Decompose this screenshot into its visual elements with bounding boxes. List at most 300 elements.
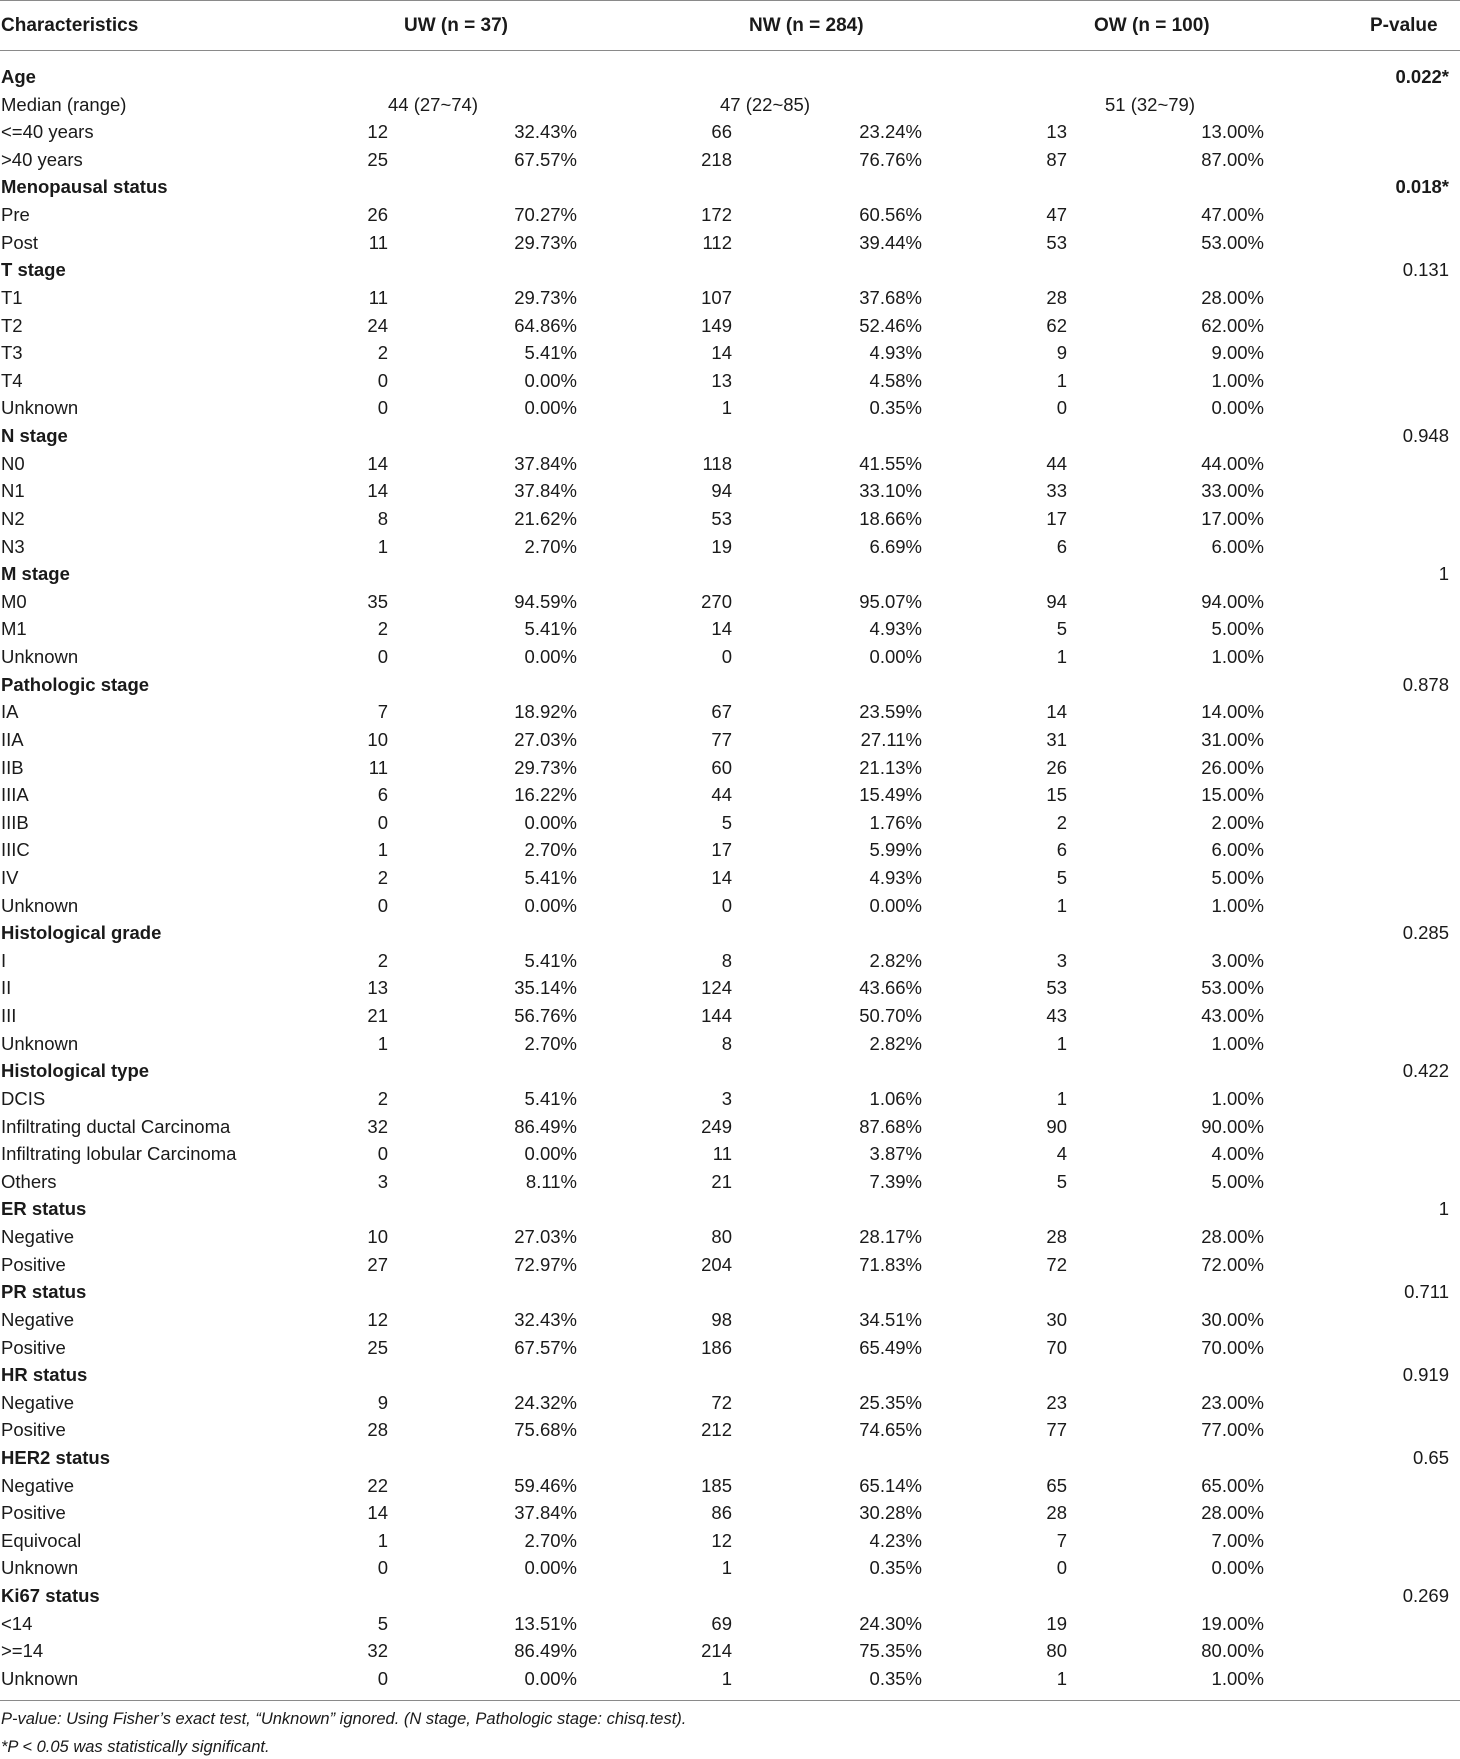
ow-median-cell: 51 (32~79) <box>1105 93 1195 115</box>
ow-percent-cell: 5.00% <box>1211 618 1264 640</box>
ow-percent-cell: 87.00% <box>1201 148 1264 170</box>
table-row <box>0 1527 1460 1555</box>
table-row <box>0 146 1460 174</box>
ow-count-cell: 0 <box>1056 1557 1067 1579</box>
table-row <box>0 1306 1460 1334</box>
nw-count-cell: 14 <box>711 866 732 888</box>
table-row <box>0 1389 1460 1417</box>
uw-count-cell: 25 <box>367 148 388 170</box>
table-group-row <box>0 1361 1460 1389</box>
ow-percent-cell: 2.00% <box>1211 811 1264 833</box>
footnote-pvalue-method: P-value: Using Fisher’s exact test, “Unknown” ignored. (N stage, Pathologic stage: chisq.test). <box>1 1709 687 1728</box>
row-label: Equivocal <box>1 1529 82 1551</box>
row-label: IIA <box>1 728 24 750</box>
uw-percent-cell: 0.00% <box>524 397 577 419</box>
nw-percent-cell: 23.59% <box>859 701 922 723</box>
ow-count-cell: 33 <box>1046 480 1067 502</box>
p-value-cell: 0.269 <box>1402 1585 1449 1607</box>
row-label: Unknown <box>1 894 79 916</box>
table-row <box>0 781 1460 809</box>
ow-percent-cell: 28.00% <box>1201 1502 1264 1524</box>
row-label: Positive <box>1 1336 66 1358</box>
ow-count-cell: 47 <box>1046 204 1067 226</box>
ow-percent-cell: 1.00% <box>1211 369 1264 391</box>
nw-percent-cell: 4.93% <box>869 618 922 640</box>
row-label: Others <box>1 1170 57 1192</box>
nw-percent-cell: 3.87% <box>869 1143 922 1165</box>
uw-percent-cell: 5.41% <box>524 866 577 888</box>
uw-percent-cell: 0.00% <box>524 1143 577 1165</box>
group-label: ER status <box>1 1198 87 1220</box>
ow-count-cell: 19 <box>1046 1612 1067 1634</box>
ow-count-cell: 13 <box>1046 121 1067 143</box>
table-row <box>0 615 1460 643</box>
ow-count-cell: 2 <box>1056 811 1067 833</box>
nw-percent-cell: 65.14% <box>859 1474 922 1496</box>
nw-count-cell: 124 <box>701 977 732 999</box>
table-row <box>0 1251 1460 1279</box>
ow-count-cell: 53 <box>1046 231 1067 253</box>
group-label: Age <box>1 66 36 87</box>
ow-percent-cell: 3.00% <box>1211 949 1264 971</box>
ow-percent-cell: 77.00% <box>1201 1419 1264 1441</box>
ow-percent-cell: 47.00% <box>1201 204 1264 226</box>
nw-percent-cell: 30.28% <box>859 1502 922 1524</box>
nw-percent-cell: 18.66% <box>859 507 922 529</box>
ow-count-cell: 5 <box>1056 1170 1067 1192</box>
uw-count-cell: 8 <box>377 507 388 529</box>
nw-count-cell: 13 <box>711 369 732 391</box>
table-row <box>0 1140 1460 1168</box>
ow-count-cell: 53 <box>1046 977 1067 999</box>
uw-count-cell: 0 <box>377 1143 388 1165</box>
ow-count-cell: 1 <box>1056 1667 1067 1689</box>
ow-percent-cell: 44.00% <box>1201 452 1264 474</box>
nw-count-cell: 14 <box>711 342 732 364</box>
uw-count-cell: 32 <box>367 1115 388 1137</box>
p-value-cell: 0.131 <box>1402 259 1449 281</box>
ow-count-cell: 26 <box>1046 756 1067 778</box>
uw-count-cell: 11 <box>368 286 388 308</box>
table-row <box>0 836 1460 864</box>
uw-count-cell: 24 <box>367 314 388 336</box>
nw-percent-cell: 39.44% <box>859 231 922 253</box>
ow-percent-cell: 53.00% <box>1201 977 1264 999</box>
footnote-significance: *P < 0.05 was statistically significant. <box>1 1737 270 1756</box>
nw-percent-cell: 21.13% <box>859 756 922 778</box>
ow-count-cell: 3 <box>1056 949 1067 971</box>
group-label: Histological grade <box>1 922 162 944</box>
nw-count-cell: 8 <box>721 1032 732 1054</box>
uw-percent-cell: 13.51% <box>514 1612 577 1634</box>
ow-percent-cell: 19.00% <box>1201 1612 1264 1634</box>
group-label: T stage <box>1 259 66 281</box>
uw-percent-cell: 67.57% <box>514 148 577 170</box>
ow-count-cell: 28 <box>1046 286 1067 308</box>
row-label: N2 <box>1 507 25 529</box>
uw-count-cell: 0 <box>377 1667 388 1689</box>
row-label: T3 <box>1 342 23 364</box>
table-row <box>0 284 1460 312</box>
nw-percent-cell: 2.82% <box>869 1032 922 1054</box>
p-value-cell: 0.919 <box>1402 1364 1449 1386</box>
nw-percent-cell: 1.76% <box>869 811 922 833</box>
nw-percent-cell: 41.55% <box>859 452 922 474</box>
row-label: T4 <box>1 369 23 391</box>
ow-percent-cell: 17.00% <box>1201 507 1264 529</box>
nw-count-cell: 19 <box>711 535 732 557</box>
row-label: Pre <box>1 204 30 226</box>
nw-count-cell: 80 <box>711 1226 732 1248</box>
ow-percent-cell: 80.00% <box>1201 1640 1264 1662</box>
nw-count-cell: 212 <box>701 1419 732 1441</box>
group-label: Ki67 status <box>1 1585 100 1607</box>
group-label: Menopausal status <box>1 176 168 198</box>
table-row <box>0 809 1460 837</box>
uw-percent-cell: 35.14% <box>514 977 577 999</box>
table-row <box>0 505 1460 533</box>
uw-percent-cell: 21.62% <box>514 507 577 529</box>
nw-percent-cell: 65.49% <box>859 1336 922 1358</box>
nw-median-cell: 47 (22~85) <box>720 93 810 115</box>
ow-count-cell: 23 <box>1046 1391 1067 1413</box>
uw-percent-cell: 29.73% <box>514 231 577 253</box>
nw-percent-cell: 71.83% <box>859 1253 922 1275</box>
ow-percent-cell: 1.00% <box>1211 1087 1264 1109</box>
p-value-cell: 0.65 <box>1412 1447 1449 1468</box>
nw-percent-cell: 4.93% <box>869 866 922 888</box>
uw-count-cell: 0 <box>377 811 388 833</box>
table-row <box>0 864 1460 892</box>
uw-percent-cell: 0.00% <box>524 894 577 916</box>
row-label: M0 <box>1 590 27 612</box>
row-label: IIIB <box>1 811 29 833</box>
nw-percent-cell: 33.10% <box>859 480 922 502</box>
nw-percent-cell: 0.35% <box>869 1557 922 1579</box>
ow-count-cell: 30 <box>1046 1308 1067 1330</box>
nw-count-cell: 1 <box>721 397 732 419</box>
row-label: Unknown <box>1 1032 79 1054</box>
nw-count-cell: 53 <box>711 507 732 529</box>
nw-percent-cell: 75.35% <box>859 1640 922 1662</box>
nw-count-cell: 185 <box>701 1474 732 1496</box>
row-label: <14 <box>1 1612 33 1634</box>
table-bottom-rule <box>0 1700 1460 1701</box>
ow-percent-cell: 1.00% <box>1211 1667 1264 1689</box>
nw-count-cell: 12 <box>711 1529 732 1551</box>
table-group-row <box>0 422 1460 450</box>
header-pvalue: P-value <box>1370 15 1438 36</box>
ow-percent-cell: 28.00% <box>1201 1226 1264 1248</box>
row-label: <=40 years <box>1 121 94 143</box>
ow-count-cell: 94 <box>1046 590 1067 612</box>
row-label: Unknown <box>1 397 79 419</box>
uw-percent-cell: 5.41% <box>524 949 577 971</box>
uw-count-cell: 5 <box>377 1612 388 1634</box>
uw-percent-cell: 75.68% <box>514 1419 577 1441</box>
nw-percent-cell: 28.17% <box>859 1226 922 1248</box>
nw-percent-cell: 0.00% <box>869 646 922 668</box>
ow-count-cell: 6 <box>1056 535 1067 557</box>
row-label: Infiltrating ductal Carcinoma <box>1 1115 231 1137</box>
uw-count-cell: 32 <box>367 1640 388 1662</box>
table-row <box>0 118 1460 146</box>
ow-percent-cell: 14.00% <box>1201 701 1264 723</box>
header-uw: UW (n = 37) <box>404 15 508 36</box>
row-label: T2 <box>1 314 23 336</box>
uw-percent-cell: 32.43% <box>514 1308 577 1330</box>
table-row <box>0 1665 1460 1693</box>
table-row <box>0 698 1460 726</box>
uw-count-cell: 26 <box>367 204 388 226</box>
row-label: Positive <box>1 1419 66 1441</box>
header-characteristics: Characteristics <box>1 15 139 36</box>
ow-percent-cell: 72.00% <box>1201 1253 1264 1275</box>
ow-percent-cell: 43.00% <box>1201 1005 1264 1027</box>
uw-percent-cell: 86.49% <box>514 1640 577 1662</box>
ow-count-cell: 72 <box>1046 1253 1067 1275</box>
nw-percent-cell: 60.56% <box>859 204 922 226</box>
nw-count-cell: 44 <box>711 784 732 806</box>
nw-percent-cell: 4.93% <box>869 342 922 364</box>
nw-count-cell: 214 <box>701 1640 732 1662</box>
group-label: Histological type <box>1 1060 150 1082</box>
ow-percent-cell: 7.00% <box>1211 1529 1264 1551</box>
table-row <box>0 1113 1460 1141</box>
table-row <box>0 1472 1460 1500</box>
uw-percent-cell: 56.76% <box>514 1005 577 1027</box>
ow-count-cell: 6 <box>1056 839 1067 861</box>
table-group-row <box>0 919 1460 947</box>
nw-count-cell: 249 <box>701 1115 732 1137</box>
nw-percent-cell: 2.82% <box>869 949 922 971</box>
table-group-row <box>0 1582 1460 1610</box>
table-row <box>0 1085 1460 1113</box>
uw-percent-cell: 0.00% <box>524 1667 577 1689</box>
nw-percent-cell: 0.00% <box>869 894 922 916</box>
ow-percent-cell: 1.00% <box>1211 894 1264 916</box>
header-ow: OW (n = 100) <box>1094 15 1210 36</box>
ow-percent-cell: 33.00% <box>1201 480 1264 502</box>
nw-percent-cell: 34.51% <box>859 1308 922 1330</box>
nw-count-cell: 98 <box>711 1308 732 1330</box>
uw-percent-cell: 2.70% <box>524 839 577 861</box>
row-label: Negative <box>1 1474 75 1496</box>
table-row <box>0 947 1460 975</box>
ow-count-cell: 15 <box>1046 784 1067 806</box>
table-row <box>0 1223 1460 1251</box>
nw-count-cell: 77 <box>711 728 732 750</box>
nw-percent-cell: 1.06% <box>869 1087 922 1109</box>
uw-percent-cell: 27.03% <box>514 728 577 750</box>
uw-count-cell: 28 <box>367 1419 388 1441</box>
ow-percent-cell: 62.00% <box>1201 314 1264 336</box>
nw-percent-cell: 74.65% <box>859 1419 922 1441</box>
table-row <box>0 394 1460 422</box>
uw-count-cell: 1 <box>377 535 388 557</box>
nw-count-cell: 1 <box>721 1667 732 1689</box>
uw-percent-cell: 2.70% <box>524 1529 577 1551</box>
row-label: N1 <box>1 480 25 502</box>
uw-percent-cell: 2.70% <box>524 535 577 557</box>
row-label: N3 <box>1 535 25 557</box>
ow-count-cell: 5 <box>1056 618 1067 640</box>
uw-percent-cell: 29.73% <box>514 756 577 778</box>
nw-percent-cell: 52.46% <box>859 314 922 336</box>
uw-count-cell: 2 <box>377 1087 388 1109</box>
p-value-cell: 1 <box>1438 563 1449 585</box>
ow-count-cell: 43 <box>1046 1005 1067 1027</box>
ow-percent-cell: 70.00% <box>1201 1336 1264 1358</box>
ow-count-cell: 77 <box>1046 1419 1067 1441</box>
uw-percent-cell: 5.41% <box>524 1087 577 1109</box>
ow-count-cell: 90 <box>1046 1115 1067 1137</box>
nw-percent-cell: 24.30% <box>859 1612 922 1634</box>
table-group-row <box>0 1444 1460 1472</box>
ow-count-cell: 17 <box>1046 507 1067 529</box>
uw-count-cell: 22 <box>367 1474 388 1496</box>
uw-count-cell: 27 <box>367 1253 388 1275</box>
nw-percent-cell: 4.23% <box>869 1529 922 1551</box>
uw-count-cell: 0 <box>377 1557 388 1579</box>
nw-count-cell: 5 <box>721 811 732 833</box>
uw-count-cell: 2 <box>377 866 388 888</box>
table-row <box>0 339 1460 367</box>
table-group-row <box>0 560 1460 588</box>
ow-percent-cell: 1.00% <box>1211 646 1264 668</box>
table-row <box>0 1002 1460 1030</box>
ow-count-cell: 65 <box>1046 1474 1067 1496</box>
row-label: II <box>1 977 12 999</box>
nw-count-cell: 172 <box>701 204 732 226</box>
row-label: Post <box>1 231 39 253</box>
table-row <box>0 1030 1460 1058</box>
uw-count-cell: 2 <box>377 949 388 971</box>
row-label: IA <box>1 701 19 723</box>
group-label: PR status <box>1 1281 87 1303</box>
p-value-cell: 0.711 <box>1404 1281 1449 1303</box>
row-label: DCIS <box>1 1087 46 1109</box>
table-group-row <box>0 173 1460 201</box>
table-group-row <box>0 1057 1460 1085</box>
uw-percent-cell: 5.41% <box>524 618 577 640</box>
uw-count-cell: 0 <box>377 397 388 419</box>
uw-percent-cell: 29.73% <box>514 286 577 308</box>
uw-count-cell: 21 <box>367 1005 388 1027</box>
ow-percent-cell: 4.00% <box>1211 1143 1264 1165</box>
ow-percent-cell: 1.00% <box>1211 1032 1264 1054</box>
nw-percent-cell: 5.99% <box>869 839 922 861</box>
table-row <box>0 1168 1460 1196</box>
row-label: Median (range) <box>1 93 127 115</box>
ow-percent-cell: 28.00% <box>1201 286 1264 308</box>
p-value-cell: 0.422 <box>1402 1060 1449 1082</box>
nw-percent-cell: 6.69% <box>869 535 922 557</box>
uw-percent-cell: 8.11% <box>525 1170 577 1192</box>
nw-percent-cell: 25.35% <box>859 1391 922 1413</box>
table-row <box>0 533 1460 561</box>
row-label: Infiltrating lobular Carcinoma <box>1 1143 237 1165</box>
table-row <box>0 1334 1460 1362</box>
uw-count-cell: 25 <box>367 1336 388 1358</box>
ow-count-cell: 5 <box>1056 866 1067 888</box>
ow-percent-cell: 30.00% <box>1201 1308 1264 1330</box>
row-label: M1 <box>1 618 27 640</box>
nw-percent-cell: 50.70% <box>859 1005 922 1027</box>
p-value-cell: 0.878 <box>1402 673 1449 695</box>
row-label: Unknown <box>1 1667 79 1689</box>
nw-count-cell: 11 <box>712 1143 732 1165</box>
nw-count-cell: 60 <box>711 756 732 778</box>
uw-count-cell: 14 <box>367 452 388 474</box>
nw-count-cell: 21 <box>711 1170 732 1192</box>
ow-percent-cell: 13.00% <box>1201 121 1264 143</box>
nw-percent-cell: 37.68% <box>859 286 922 308</box>
nw-percent-cell: 0.35% <box>869 397 922 419</box>
nw-count-cell: 69 <box>711 1612 732 1634</box>
uw-count-cell: 13 <box>367 977 388 999</box>
uw-count-cell: 0 <box>377 894 388 916</box>
ow-count-cell: 1 <box>1056 1087 1067 1109</box>
ow-count-cell: 28 <box>1046 1226 1067 1248</box>
nw-count-cell: 72 <box>711 1391 732 1413</box>
nw-count-cell: 0 <box>721 646 732 668</box>
uw-count-cell: 3 <box>377 1170 388 1192</box>
row-label: IIIA <box>1 784 29 806</box>
group-label: HER2 status <box>1 1447 110 1468</box>
nw-percent-cell: 4.58% <box>869 369 922 391</box>
uw-percent-cell: 37.84% <box>514 452 577 474</box>
nw-count-cell: 0 <box>721 894 732 916</box>
uw-count-cell: 7 <box>377 701 388 723</box>
table-row <box>0 1637 1460 1665</box>
ow-percent-cell: 0.00% <box>1211 397 1264 419</box>
uw-percent-cell: 37.84% <box>514 1502 577 1524</box>
ow-count-cell: 1 <box>1056 1032 1067 1054</box>
nw-percent-cell: 87.68% <box>859 1115 922 1137</box>
uw-percent-cell: 0.00% <box>524 1557 577 1579</box>
uw-count-cell: 1 <box>377 839 388 861</box>
table-row <box>0 1416 1460 1444</box>
table-group-row <box>0 671 1460 699</box>
table-row <box>0 1610 1460 1638</box>
ow-count-cell: 31 <box>1046 728 1067 750</box>
nw-count-cell: 204 <box>701 1253 732 1275</box>
uw-percent-cell: 27.03% <box>514 1226 577 1248</box>
ow-percent-cell: 53.00% <box>1201 231 1264 253</box>
ow-count-cell: 87 <box>1046 148 1067 170</box>
table-group-row <box>0 1278 1460 1306</box>
ow-count-cell: 7 <box>1056 1529 1067 1551</box>
nw-count-cell: 94 <box>711 480 732 502</box>
row-label: IIIC <box>1 839 30 861</box>
table-row <box>0 754 1460 782</box>
uw-count-cell: 11 <box>368 756 388 778</box>
uw-percent-cell: 67.57% <box>514 1336 577 1358</box>
uw-count-cell: 0 <box>377 646 388 668</box>
table-row <box>0 643 1460 671</box>
table-group-row <box>0 63 1460 91</box>
group-label: N stage <box>1 425 68 447</box>
nw-count-cell: 186 <box>701 1336 732 1358</box>
table-group-row <box>0 256 1460 284</box>
ow-percent-cell: 23.00% <box>1201 1391 1264 1413</box>
ow-count-cell: 80 <box>1046 1640 1067 1662</box>
uw-median-cell: 44 (27~74) <box>388 93 478 115</box>
ow-count-cell: 44 <box>1046 452 1067 474</box>
row-label: Negative <box>1 1308 75 1330</box>
ow-count-cell: 62 <box>1046 314 1067 336</box>
